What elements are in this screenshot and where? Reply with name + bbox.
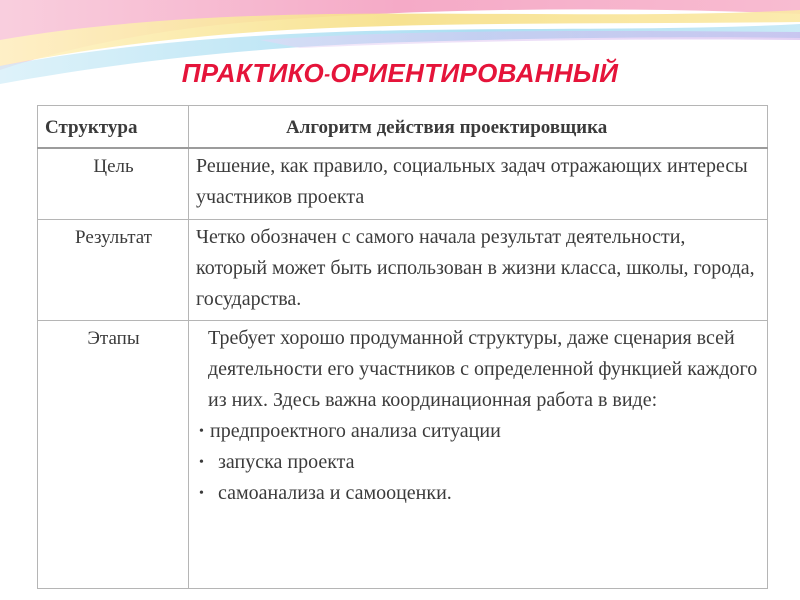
bullet-text: запуска проекта [218,451,355,473]
structure-cell-stages: Этапы [38,321,189,589]
description-cell-result: Четко обозначен с самого начала результат деятельности, который может быть использован в жизни класса, школы, города, государства. [189,220,768,321]
project-structure-table [37,105,768,589]
title-part-1: ПРАКТИКО [181,58,325,88]
list-item [196,447,761,478]
table-row [38,321,768,589]
list-item [196,416,761,447]
structure-cell-result: Результат [38,220,189,321]
description-cell-goal: Решение, как правило, социальных задач отражающих интересы участников проекта [189,148,768,220]
bullet-icon: • [199,424,204,439]
table-header-row [38,106,768,149]
bullet-icon: • [199,455,204,470]
header-structure: Структура [38,106,189,149]
bullet-icon: • [199,486,204,501]
bullet-text: предпроектного анализа ситуации [210,420,501,442]
description-cell-stages [189,321,768,589]
bullet-text: самоанализа и самооценки. [218,482,452,504]
page-title [0,58,800,89]
title-dash: - [324,64,331,84]
title-part-2: ОРИЕНТИРОВАННЫЙ [330,58,619,88]
stages-description-text: Требует хорошо продуманной структуры, даже сценария всей деятельности его участников с определенной функцией каждого из них. Здесь важна координационная работа в виде: [208,327,758,411]
table-row [38,148,768,220]
stages-bullet-list [196,416,761,509]
table-row [38,220,768,321]
structure-cell-goal: Цель [38,148,189,220]
header-algorithm: Алгоритм действия проектировщика [189,106,768,149]
list-item [196,478,761,509]
